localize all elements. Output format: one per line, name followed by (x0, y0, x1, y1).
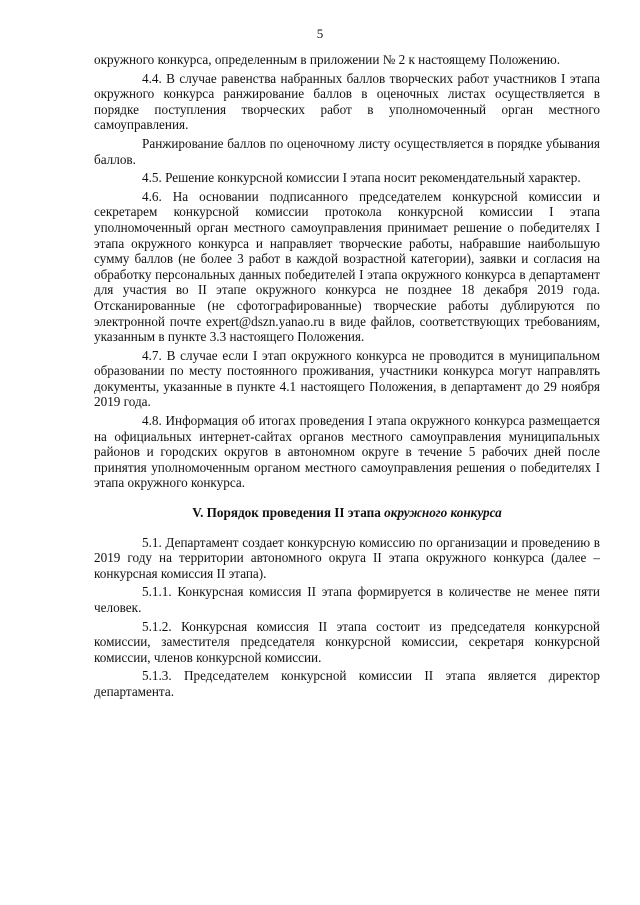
page-number: 5 (316, 26, 324, 41)
paragraph-ranking: Ранжирование баллов по оценочному листу осуществляется в порядке убывания баллов. (94, 135, 600, 167)
paragraph-5-1-2: 5.1.2. Конкурсная комиссия II этапа состоит из председателя конкурсной комиссии, заместителя председателя конкурсной комиссии, секретаря конкурсной комиссии, членов конкурсной комиссии. (94, 618, 600, 665)
paragraph-4-7: 4.7. В случае если I этап окружного конкурса не проводится в муниципальном образовании по месту постоянного проживания, участники конкурса могут направлять документы, указанные в пункте 4.1 настоящего Положения, в департамент до 29 ноября 2019 года. (94, 347, 600, 410)
document-body (94, 52, 600, 703)
paragraph-4-8: 4.8. Информация об итогах проведения I этапа окружного конкурса размещается на официальных интернет-сайтах органов местного самоуправления муниципальных районов и городских округов в автономном округе в течение 5 рабочих дней после принятия уполномоченным органом местного самоуправления решения о победителях I этапа окружного конкурса. (94, 413, 600, 491)
paragraph-4-4: 4.4. В случае равенства набранных баллов творческих работ участников I этапа окружного конкурса ранжирование баллов в оценочных листах осуществляется в порядке поступления творческих работ в уполномоченный орган местного самоуправления. (94, 70, 600, 133)
paragraph-continuation: окружного конкурса, определенным в приложении № 2 к настоящему Положению. (94, 52, 561, 67)
paragraph-4-5: 4.5. Решение конкурсной комиссии I этапа носит рекомендательный характер. (142, 170, 581, 186)
paragraph-5-1-3: 5.1.3. Председателем конкурсной комиссии II этапа является директор департамента. (94, 668, 600, 699)
section-v-heading-prefix: V. Порядок проведения II этапа (192, 505, 385, 521)
section-v-heading-emphasis: окружного конкурса (384, 505, 502, 521)
paragraph-5-1-1: 5.1.1. Конкурсная комиссия II этапа формируется в количестве не менее пяти человек. (94, 584, 600, 615)
paragraph-4-6: 4.6. На основании подписанного председателем конкурсной комиссии и секретарем конкурсной комиссии протокола конкурсной комиссии I этапа уполномоченный орган местного самоуправления принимает решение о победителях I этапа окружного конкурса и направляет творческие работы, набравшие наибольшую сумму баллов (не более 3 работ в каждой возрастной категории), заявки и согласия на обработку персональных данных победителей I этапа окружного конкурса в департамент для участия во II этапе окружного конкурса не позднее 18 декабря 2019 года. Отсканированные (не сфотографированные) творческие работы дублируются по электронной почте expert@dszn.yanao.ru в виде файлов, соответствующих требованиям, указанным в пункте 3.3 настоящего Положения. (94, 188, 600, 345)
section-v-heading (94, 505, 600, 521)
paragraph-5-1: 5.1. Департамент создает конкурсную комиссию по организации и проведению в 2019 году на территории автономного округа II этапа окружного конкурса (далее – конкурсная комиссия II этапа). (94, 534, 600, 581)
